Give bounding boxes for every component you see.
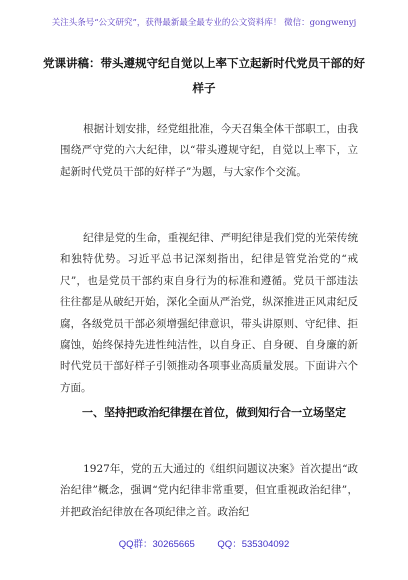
document-title: 党课讲稿：带头遵规守纪自觉以上率下立起新时代党员干部的好样子 xyxy=(43,56,365,95)
qq-number: QQ：535304092 xyxy=(217,539,290,550)
qq-group: QQ群：30265665 xyxy=(118,539,195,550)
section-heading: 一、坚持把政治纪律摆在首位，做到知行合一立场坚定 xyxy=(82,406,346,419)
top-banner: 关注头条号“公文研究”，获得最新最全最专业的公文资料库！ 微信：gongwenyj xyxy=(51,18,357,28)
section-paragraph: 1927年，党的五大通过的《组织问题议决案》首次提出“政治纪律”概念，强调“党内纪律非常重要，但宜重视政治纪律”，并把政治纪律放在各项纪律之首。政治纪 xyxy=(60,463,358,518)
footer-contact xyxy=(0,536,408,550)
discipline-paragraph: 纪律是党的生命，重视纪律、严明纪律是我们党的光荣传统和独特优势。习近平总书记深刻指出，纪律是管党治党的“戒尺”，也是党员干部约束自身行为的标准和遵循。党员干部违法往往都是从破纪开始，深化全面从严治党，纵深推进正风肃纪反腐，各级党员干部必须增强纪律意识，带头讲原则、守纪律、拒腐蚀，始终保持先进性纯洁性，以自身正、自身硬、自身廉的新时代党员干部好样子引领推动各项事业高质量发展。下面讲六个方面。 xyxy=(60,232,358,394)
intro-paragraph: 根据计划安排，经党组批准，今天召集全体干部职工，由我围绕严守党的六大纪律，以“带头遵规守纪，自觉以上率下，立起新时代党员干部的好样子”为题，与大家作个交流。 xyxy=(60,123,358,178)
